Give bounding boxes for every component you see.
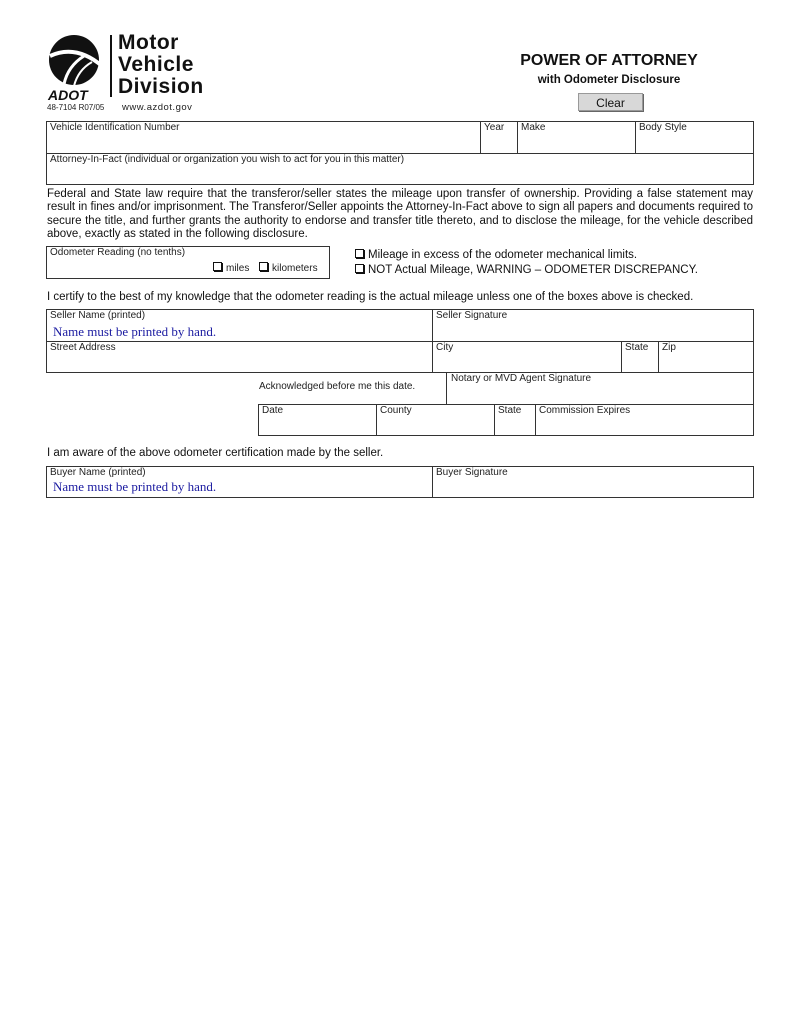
logo-divider — [110, 35, 112, 97]
website: www.azdot.gov — [122, 102, 193, 113]
seller-signature-field[interactable]: Seller Signature — [436, 310, 508, 321]
state-field[interactable]: State — [625, 342, 649, 353]
kilometers-label: kilometers — [272, 263, 318, 274]
buyer-signature-field[interactable]: Buyer Signature — [436, 467, 508, 478]
not-actual-label: NOT Actual Mileage, WARNING – ODOMETER DISCREPANCY. — [368, 264, 698, 276]
logo-line: Division — [118, 75, 204, 98]
excess-mileage-checkbox[interactable] — [355, 249, 637, 261]
page-subtitle: with Odometer Disclosure — [537, 74, 681, 86]
checkbox-icon — [213, 262, 222, 271]
checkbox-icon — [355, 249, 364, 258]
buyer-name-label: Buyer Name (printed) — [50, 467, 146, 478]
svg-text:ADOT: ADOT — [48, 87, 88, 103]
clear-button[interactable]: Clear — [578, 93, 643, 111]
excess-mileage-label: Mileage in excess of the odometer mechanical limits. — [368, 249, 638, 261]
page-title: POWER OF ATTORNEY — [520, 52, 698, 69]
street-address-field[interactable]: Street Address — [50, 342, 116, 353]
checkbox-icon — [259, 262, 268, 271]
body-style-field[interactable]: Body Style — [639, 122, 687, 133]
form-number: 48-7104 R07/05 — [47, 103, 105, 112]
make-field[interactable]: Make — [521, 122, 546, 133]
checkbox-icon — [355, 264, 364, 273]
certify-statement: I certify to the best of my knowledge that the odometer reading is the actual mileage unless one of the boxes above is checked. — [47, 291, 694, 303]
commission-expires-field[interactable]: Commission Expires — [539, 405, 631, 416]
disclosure-paragraph: Federal and State law require that the transferor/seller states the mileage upon transfer of ownership. Providing a false statement may result in fines and/or imprisonment. The Transferor/Seller appoints the Attorney-In-Fact above to sign all papers and documents required to secure the title, and further grants the authority to endorse and transfer title thereto, and to disclose the mileage, for the vehicle described above, exactly as stated in the following disclosure. — [47, 188, 753, 240]
zip-field[interactable]: Zip — [662, 342, 676, 353]
attorney-in-fact-field[interactable]: Attorney-In-Fact (individual or organization you wish to act for you in this matter) — [50, 154, 405, 165]
vin-field[interactable]: Vehicle Identification Number — [50, 122, 180, 133]
miles-label: miles — [226, 263, 250, 274]
buyer-awareness-statement: I am aware of the above odometer certification made by the seller. — [47, 447, 384, 459]
not-actual-mileage-checkbox[interactable] — [355, 264, 698, 276]
notary-signature-field[interactable]: Notary or MVD Agent Signature — [451, 373, 592, 384]
logo-line: Vehicle — [118, 53, 194, 76]
notary-date-field[interactable]: Date — [262, 405, 284, 416]
seller-name-label: Seller Name (printed) — [50, 310, 146, 321]
kilometers-checkbox[interactable] — [259, 262, 318, 274]
notary-county-field[interactable]: County — [380, 405, 412, 416]
logo-line: Motor — [118, 31, 179, 54]
adot-logo-icon — [46, 34, 106, 104]
buyer-name-field[interactable]: Name must be printed by hand. — [53, 479, 217, 494]
acknowledged-label: Acknowledged before me this date. — [259, 381, 416, 392]
miles-checkbox[interactable] — [213, 262, 249, 274]
year-field[interactable]: Year — [484, 122, 505, 133]
odometer-label: Odometer Reading (no tenths) — [50, 247, 186, 258]
city-field[interactable]: City — [436, 342, 454, 353]
logo-text — [118, 32, 204, 98]
notary-state-field[interactable]: State — [498, 405, 522, 416]
seller-name-field[interactable]: Name must be printed by hand. — [53, 324, 217, 339]
